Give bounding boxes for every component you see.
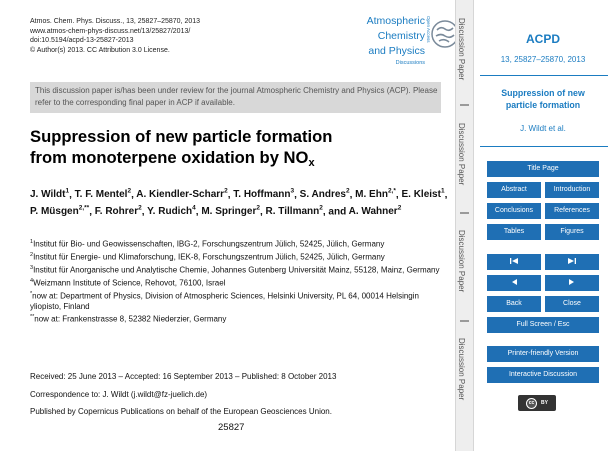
sidebar-divider <box>480 75 608 76</box>
introduction-button[interactable]: Introduction <box>545 182 599 198</box>
title-page-button[interactable]: Title Page <box>487 161 599 177</box>
author-name: T. F. Mentel <box>74 189 128 201</box>
publisher-statement: Published by Copernicus Publications on behalf of the European Geosciences Union. <box>30 407 332 416</box>
next-page-button[interactable] <box>545 275 599 291</box>
cc-icon: cc <box>526 398 537 409</box>
affiliation <box>30 263 450 276</box>
author-affiliation-mark: 2,* <box>387 188 396 195</box>
author <box>233 189 294 200</box>
author-name: J. Wildt <box>30 189 66 201</box>
author-affiliation-mark: 2,** <box>78 204 90 212</box>
author-name: A. Wahner <box>348 206 398 218</box>
author-affiliation-mark: 2 <box>397 204 402 212</box>
affiliation-mark: * <box>30 290 33 297</box>
author <box>349 206 402 217</box>
strip-label: Discussion Paper <box>457 338 466 401</box>
title-line2 <box>30 148 332 174</box>
affiliation-text: now at: Frankenstrasse 8, 52382 Niederzier, Germany <box>34 314 227 324</box>
author <box>401 189 444 200</box>
meta-line: doi:10.5194/acpd-13-25827-2013 <box>30 37 134 45</box>
author <box>30 206 89 217</box>
conclusions-button[interactable]: Conclusions <box>487 203 541 219</box>
affiliation-mark: ** <box>30 314 35 321</box>
title-subscript: x <box>308 156 315 169</box>
publication-dates: Received: 25 June 2013 – Accepted: 16 September 2013 – Published: 8 October 2013 <box>30 372 337 381</box>
logo-line3: and Physics <box>368 45 425 57</box>
author-name: T. Hoffmann <box>233 189 291 201</box>
sidebar-ref: 13, 25827–25870, 2013 <box>500 55 586 64</box>
author-affiliation-mark: 4 <box>192 204 196 212</box>
author <box>147 206 196 217</box>
figures-button[interactable]: Figures <box>545 224 599 240</box>
logo-discussions: Discussions <box>395 60 425 66</box>
journal-logo <box>333 14 448 70</box>
author <box>201 206 260 217</box>
strip-divider <box>460 320 469 322</box>
affiliation-list <box>30 237 450 325</box>
affiliation-text: Institut für Energie- und Klimaforschung, IEK-8, Forschungszentrum Jülich, 52425, Jülich, Germany <box>33 252 385 262</box>
printer-friendly-button[interactable]: Printer-friendly Version <box>487 346 599 362</box>
review-notice: This discussion paper is/has been under review for the journal Atmospheric Chemistry and Physics (ACP). Please refer to the corresponding final paper in ACP if available. <box>30 82 441 113</box>
author-name: Y. Rudich <box>147 206 193 218</box>
references-button[interactable]: References <box>545 203 599 219</box>
arrow-left-icon <box>510 278 518 286</box>
back-button[interactable]: Back <box>487 296 541 312</box>
tables-button[interactable]: Tables <box>487 224 541 240</box>
meta-line: © Author(s) 2013. CC Attribution 3.0 License. <box>30 46 170 54</box>
title-line1: Suppression of new particle formation <box>30 127 333 146</box>
discussion-paper-strip <box>455 0 474 451</box>
affiliation <box>30 237 450 250</box>
last-page-button[interactable] <box>545 254 599 270</box>
author <box>266 206 323 217</box>
meta-line[interactable]: www.atmos-chem-phys-discuss.net/13/25827/2013/ <box>30 27 191 35</box>
first-page-button[interactable] <box>487 254 541 270</box>
author-affiliation-mark: 2 <box>138 204 142 212</box>
sidebar-divider <box>480 146 608 147</box>
affiliation <box>30 289 450 312</box>
author-name: E. Kleist <box>401 189 441 201</box>
close-button[interactable]: Close <box>545 296 599 312</box>
page-number: 25827 <box>218 422 245 433</box>
title-line2-text: from monoterpene oxidation by NO <box>30 147 309 167</box>
author-affiliation-mark: 3 <box>290 188 295 195</box>
affiliation-text: Institut für Anorganische und Analytische Chemie, Johannes Gutenberg Universität Mainz, 55128, Mainz, Germany <box>33 265 440 275</box>
author-list: J. Wildt$^1$, T. F. Mentel$^2$, A. Kiendler-Scharr$^2$, T. Hoffmann$^3$, S. Andres$^2$, M. Ehn$^{2,*}$, E. Kleist$^1$, P. Müsgen$^{2,**}$, F. Rohrer$^2$, Y. Rudich$^4$, M. Springer$^2$, R. Tillmann$^2$, and A. Wahner$^2$ <box>30 188 448 218</box>
author <box>30 189 69 200</box>
affiliation-mark: 2 <box>30 251 34 258</box>
affiliation-text: Institut für Bio- und Geowissenschaften, IBG-2, Forschungszentrum Jülich, 52425, Jülich, Germany <box>33 239 385 249</box>
author-affiliation-mark: 2 <box>127 188 132 195</box>
citation-meta <box>30 17 200 55</box>
skip-forward-icon <box>567 257 577 265</box>
affiliation-text: Weizmann Institute of Science, Rehovot, 76100, Israel <box>33 278 226 288</box>
strip-divider <box>460 104 469 106</box>
arrow-right-icon <box>568 278 576 286</box>
strip-label: Discussion Paper <box>457 230 466 293</box>
author-name: S. Andres <box>299 189 346 201</box>
author-name: M. Ehn <box>355 189 388 201</box>
cc-license-badge[interactable] <box>518 395 556 411</box>
affiliation-text: now at: Department of Physics, Division of Atmospheric Sciences, Helsinki University, PL 64, 00014 Helsingin yliopisto, Finland <box>30 291 419 311</box>
author-name: A. Kiendler-Scharr <box>136 189 225 201</box>
author-name: F. Rohrer <box>94 206 139 218</box>
paper-title <box>30 127 332 173</box>
author <box>300 189 350 200</box>
author-name: P. Müsgen <box>30 206 79 218</box>
logo-line2: Chemistry <box>377 30 425 42</box>
author <box>355 189 396 200</box>
affiliation-mark: 3 <box>30 264 34 271</box>
sidebar-authors: J. Wildt et al. <box>520 124 566 133</box>
author-name: M. Springer <box>201 206 257 218</box>
author <box>136 189 227 200</box>
author-name: R. Tillmann <box>265 206 320 218</box>
author-affiliation-mark: 2 <box>224 188 228 195</box>
author <box>75 189 131 200</box>
strip-label: Discussion Paper <box>457 123 466 186</box>
author-affiliation-mark: 2 <box>256 204 260 212</box>
by-icon: BY <box>541 400 548 406</box>
strip-label: Discussion Paper <box>457 18 466 81</box>
author-affiliation-mark: 1 <box>440 188 445 195</box>
logo-line1: Atmospheric <box>366 15 425 27</box>
strip-divider <box>460 212 469 214</box>
interactive-discussion-button[interactable]: Interactive Discussion <box>487 367 599 383</box>
open-access-label: Open Access <box>426 16 431 43</box>
correspondence: Correspondence to: J. Wildt (j.wildt@fz-juelich.de) <box>30 390 208 399</box>
author-affiliation-mark: 1 <box>65 188 70 195</box>
abstract-button[interactable]: Abstract <box>487 182 541 198</box>
author <box>95 206 142 217</box>
acpd-sidebar <box>474 0 612 451</box>
author-affiliation-mark: 2 <box>319 204 323 212</box>
prev-page-button[interactable] <box>487 275 541 291</box>
author-affiliation-mark: 2 <box>345 188 350 195</box>
meta-line: Atmos. Chem. Phys. Discuss., 13, 25827–25870, 2013 <box>30 18 201 25</box>
affiliation <box>30 276 450 289</box>
affiliation <box>30 250 450 263</box>
affiliation-mark: 1 <box>30 239 34 245</box>
sidebar-title: Suppression of new particle formation <box>501 88 585 110</box>
full-screen-button[interactable]: Full Screen / Esc <box>487 317 599 333</box>
affiliation-mark: 4 <box>30 277 34 284</box>
skip-back-icon <box>509 257 519 265</box>
journal-abbrev: ACPD <box>525 32 560 46</box>
affiliation <box>30 312 450 325</box>
